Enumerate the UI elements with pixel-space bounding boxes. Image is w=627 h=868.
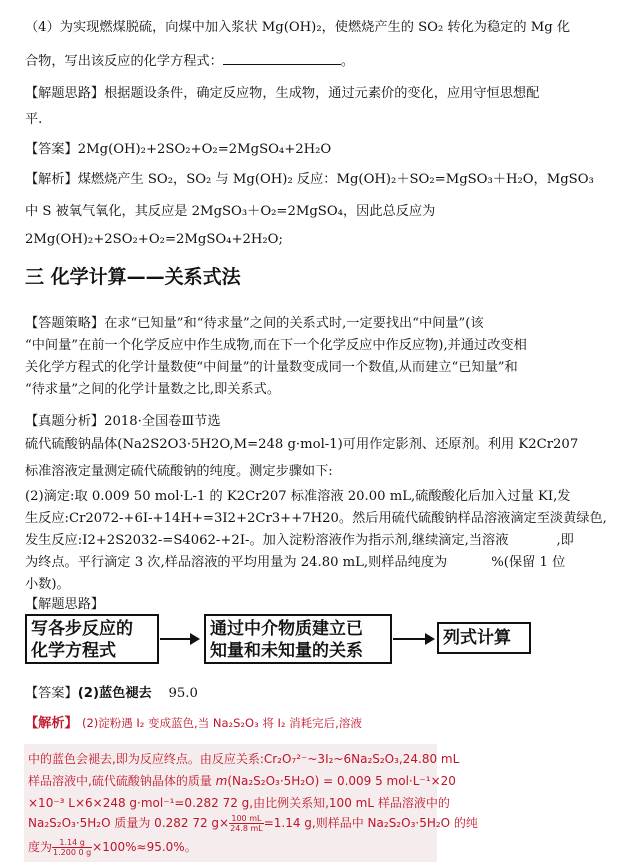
fraction-volume-den: 24.8 mL [230,824,263,833]
fraction-volume-num: 100 mL [229,814,264,824]
real-line-6 [25,551,565,570]
q4-analysis-line-2: 中 S 被氧气氧化，其反应是 2MgSO₃＋O₂=2MgSO₄，因此总反应为 [25,204,436,219]
explain-2c: (Na₂S₂O₃·5H₂O) = 0.009 5 mol·L⁻¹×20 [227,774,456,788]
q4-line-1: （4）为实现燃煤脱硫，向煤中加入浆状 Mg(OH)₂，使燃烧产生的 SO₂ 转化为稳定的 Mg 化 [25,20,571,35]
real-text-6b: %(保留 1 位 [491,555,566,570]
idea-label: 【解题思路】 [25,86,105,101]
analysis-text: 煤燃烧产生 SO₂，SO₂ 与 Mg(OH)₂ 反应：Mg(OH)₂＋SO₂=MgSO₃＋H₂O，MgSO₃ [77,172,594,187]
explain-2b: m [215,774,228,788]
arrow-2-shaft [393,638,427,640]
strategy-line-1 [25,312,484,331]
idea2-label-text: 【解题思路】 [25,597,105,612]
explain-line-1: 中的蓝色会褪去,即为反应终点。由反应关系:Cr₂O₇²⁻~3I₂~6Na₂S₂O₃,24.80 mL [28,752,460,766]
answer-blank [223,52,341,65]
q4-answer [25,138,331,157]
analysis2-line [25,712,362,731]
answer2-line [25,682,198,701]
explain-line-4 [28,814,478,833]
answer2-text: (2)蓝色褪去 [77,686,152,701]
real-text-5b: ,即 [556,533,574,548]
flow-box-calc [437,622,531,654]
explain-line-3: ×10⁻³ L×6×248 g·mol⁻¹=0.282 72 g,由比例关系知,100 mL 样品溶液中的 [28,796,450,810]
explain-line-5 [28,838,197,857]
flow-box-3-text: 列式计算 [443,628,511,648]
explain-4a: Na₂S₂O₃·5H₂O 质量为 0.282 72 g× [28,816,230,830]
answer-label: 【答案】 [25,142,78,157]
analysis2-text: (2)淀粉遇 I₂ 变成蓝色,当 Na₂S₂O₃ 将 I₂ 消耗完后,溶液 [81,716,362,730]
answer-text: 2Mg(OH)₂+2SO₂+O₂=2MgSO₄+2H₂O [77,142,332,157]
flow-box-equations [25,614,159,664]
idea-text: 根据题设条件，确定反应物，生成物，通过元素价的变化，应用守恒思想配 [104,86,540,101]
fraction-volume [229,814,264,833]
explain-2a: 样品溶液中,硫代硫酸钠晶体的质量 [28,774,216,788]
flow-box-1-line-1: 写各步反应的 [31,619,133,639]
q4-idea-line-2: 平. [25,112,43,127]
q4-prompt: 合物，写出该反应的化学方程式： [25,54,223,69]
flow-box-2-line-1: 通过中介物质建立已 [210,619,363,639]
real-text-5a: 发生反应:I2+2S2032-=S4062-+2I-。加入淀粉溶液作为指示剂,继续滴定,当溶液 [25,533,509,548]
strategy-text: 在求“已知量”和“待求量”之间的关系式时,一定要找出“中间量”(该 [104,316,484,331]
idea2-label [25,593,104,612]
real-line-3: (2)滴定:取 0.009 50 mol·L-1 的 K2Cr207 标准溶液 20.00 mL,硫酸酸化后加入过量 KI,发 [25,489,571,504]
arrow-1-icon [190,633,200,645]
strategy-line-4: “待求量”之间的化学计量数之比,即关系式。 [25,382,281,397]
flow-box-relation [204,614,392,664]
flow-box-1-line-2: 化学方程式 [31,641,116,661]
q4-line-2 [25,50,354,69]
real-label: 【真题分析】 [25,414,105,429]
analysis2-label: 【解析】 [25,716,78,731]
explain-5b: ×100%≈95.0%。 [92,840,197,854]
real-source: 2018·全国卷Ⅲ节选 [104,414,221,429]
arrow-1-shaft [160,638,192,640]
real-text-6a: 为终点。平行滴定 3 次,样品溶液的平均用量为 24.80 mL,则样品纯度为 [25,555,448,570]
fraction-purity-den: 1.200 0 g [53,848,92,857]
real-line-7: 小数)。 [25,577,70,592]
real-line-1: 硫代硫酸钠晶体(Na2S2O3·5H2O,M=248 g·mol-1)可用作定影剂、还原剂。利用 K2Cr207 [25,437,579,452]
fraction-purity-num: 1.14 g [52,838,92,848]
analysis-label: 【解析】 [25,172,78,187]
q4-idea-line-1 [25,82,539,101]
explain-5a: 度为 [28,840,53,854]
real-line-2: 标准溶液定量测定硫代硫酸钠的纯度。测定步骤如下: [25,464,333,479]
real-line-5 [25,529,574,548]
explain-4b: =1.14 g,则样品中 Na₂S₂O₃·5H₂O 的纯 [263,816,478,830]
real-header [25,410,221,429]
answer2-label: 【答案】 [25,686,78,701]
explain-line-2 [28,772,456,789]
fraction-purity [52,838,92,857]
q4-period: 。 [340,54,354,69]
answer2-value: 95.0 [168,686,198,701]
strategy-line-3: 关化学方程式的化学计量数使“中间量”的计量数变成同一个数值,从而建立“已知量”和 [25,360,518,375]
section-heading: 三 化学计算——关系式法 [25,266,241,288]
strategy-line-2: “中间量”在前一个化学反应中作生成物,而在下一个化学反应中作反应物),并通过改变相 [25,338,527,353]
strategy-label: 【答题策略】 [25,316,105,331]
flow-box-2-line-2: 知量和未知量的关系 [210,641,363,661]
q4-analysis-line-3: 2Mg(OH)₂+2SO₂+O₂=2MgSO₄+2H₂O; [25,232,283,247]
arrow-2-icon [425,633,435,645]
real-line-4: 生反应:Cr2072-+6I-+14H+=3I2+2Cr3++7H20。然后用硫代硫酸钠样品溶液滴定至淡黄绿色, [25,511,607,526]
q4-analysis-line-1 [25,168,594,187]
